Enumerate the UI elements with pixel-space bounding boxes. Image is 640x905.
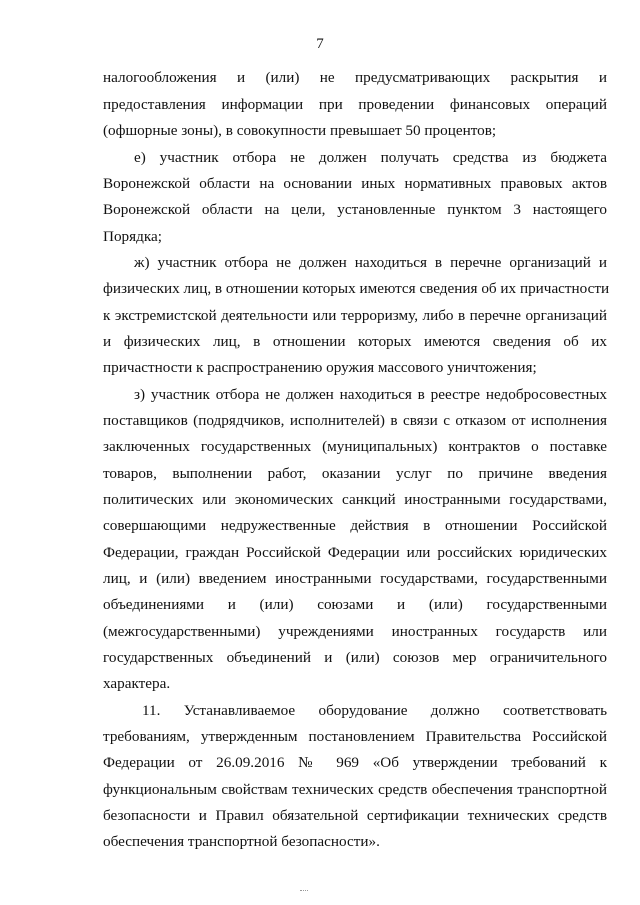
text-line: ж) участник отбора не должен находиться в перечне организаций и xyxy=(134,254,607,271)
text-line: 11. Устанавливаемое оборудование должно соответствовать xyxy=(142,702,607,719)
text-line: (межгосударственными) учреждениями иностранных государств или xyxy=(103,623,607,640)
text-line: к экстремистской деятельности или терроризму, либо в перечне организаций xyxy=(103,307,607,324)
text-line: Федерации от 26.09.2016 № 969 «Об утверждении требований к xyxy=(103,754,607,771)
text-line: физических лиц, в отношении которых имеются сведения об их причастности xyxy=(103,280,610,297)
text-line: Воронежской области на цели, установленные пунктом 3 настоящего xyxy=(103,201,607,218)
text-line: заключенных государственных (муниципальных) контрактов о поставке xyxy=(103,438,607,455)
text-line: безопасности и Правил обязательной сертификации технических средств xyxy=(103,807,607,824)
text-line: налогообложения и (или) не предусматривающих раскрытия и xyxy=(103,69,607,86)
text-line: совершающими недружественные действия в отношении Российской xyxy=(103,517,607,534)
text-line: Федерации, граждан Российской Федерации или российских юридических xyxy=(103,544,607,561)
text-line: товаров, выполнении работ, оказании услуг по причине введения xyxy=(103,465,607,482)
scan-mark xyxy=(300,890,308,893)
text-line: поставщиков (подрядчиков, исполнителей) в связи с отказом от исполнения xyxy=(103,412,607,429)
text-line: политических или экономических санкций иностранными государствами, xyxy=(103,491,607,508)
text-line: (офшорные зоны), в совокупности превышает 50 процентов; xyxy=(103,122,497,139)
text-line: требованиям, утвержденным постановлением Правительства Российской xyxy=(103,728,607,745)
text-line: и физических лиц, в отношении которых имеются сведения об их xyxy=(103,333,607,350)
text-line: функциональным свойствам технических средств обеспечения транспортной xyxy=(103,781,607,798)
text-line: государственных объединений и (или) союзов мер ограничительного xyxy=(103,649,607,666)
page-number: 7 xyxy=(316,36,324,52)
text-line: обеспечения транспортной безопасности». xyxy=(103,833,380,850)
text-line: лиц, и (или) введением иностранными государствами, государственными xyxy=(103,570,607,587)
text-line: характера. xyxy=(103,675,171,692)
text-line: з) участник отбора не должен находиться в реестре недобросовестных xyxy=(134,386,607,403)
text-line: предоставления информации при проведении финансовых операций xyxy=(103,96,607,113)
text-line: Порядка; xyxy=(103,228,162,245)
text-line: Воронежской области на основании иных нормативных правовых актов xyxy=(103,175,607,192)
text-line: причастности к распространению оружия массового уничтожения; xyxy=(103,359,537,376)
text-line: е) участник отбора не должен получать средства из бюджета xyxy=(134,149,607,166)
text-line: объединениями и (или) союзами и (или) государственными xyxy=(103,596,607,613)
